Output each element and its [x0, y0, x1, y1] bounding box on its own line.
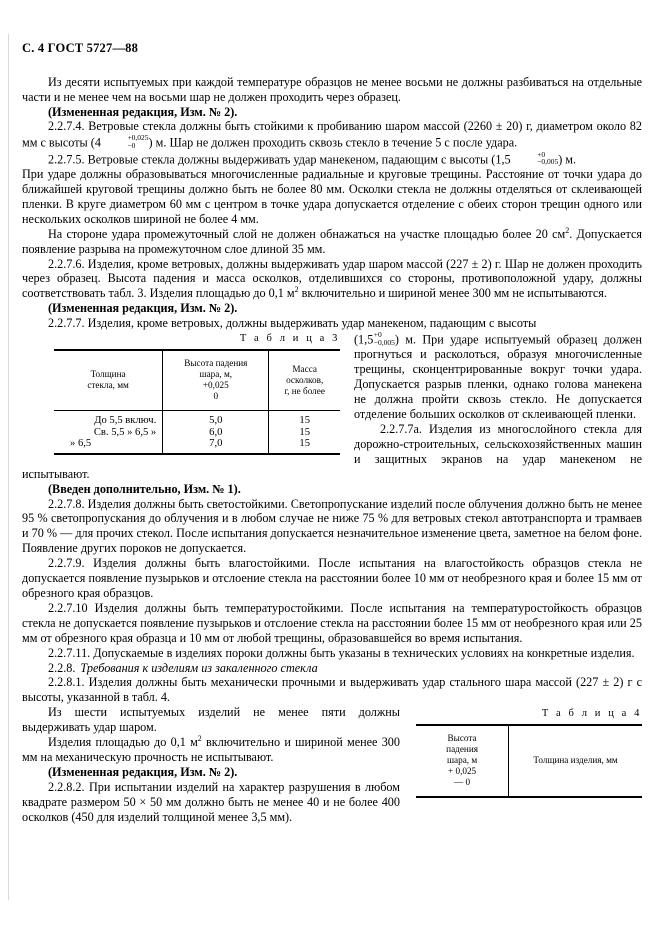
paragraph-2-2-7-4	[22, 119, 642, 150]
table3-r2-mass: 15	[269, 438, 340, 454]
table3-bottom-rule-c1	[54, 454, 163, 455]
paragraph-2-2-7-7a: 2.2.7.7а. Изделия из многослойного стекла для дорожно-строительных, сельскохозяйственных машин и защитных экранов на удар манекеном не испытывают.	[22, 422, 642, 481]
clause-2275-tol-top: +0	[537, 149, 546, 159]
interlayer-sup: 2	[565, 225, 570, 235]
table4-foot	[416, 797, 642, 798]
paragraph-2-2-7-5-continued: При ударе должны образовываться многочисленные радиальные и круговые трещины. Расстояние от точки удара до ближайшей круговой трещины должно быть не более 80 мм. Осколки стекла не должны отделяться от склеивающей пленки. В круге диаметром 60 мм с центром в точке удара допускается отделение с обеих сторон трещин одного или нескольких осколков шириной не более 4 мм.	[22, 167, 642, 226]
table4-header-row	[416, 725, 642, 797]
table3-col2-header	[163, 350, 269, 411]
table3	[54, 349, 340, 455]
table3-col2-header-line3: +0,025	[202, 380, 229, 391]
table3-col1-header	[54, 350, 163, 411]
clause-2276-sup: 2	[294, 285, 299, 295]
clause-228-number: 2.2.8.	[48, 660, 76, 675]
table3-col2-header-line2: шара, м,	[199, 369, 233, 380]
paragraph-2-2-8-1: 2.2.8.1. Изделия должны быть механически прочными и выдерживать удар стального шара массой (227 ± 2) г с высоты, указанной в табл. 4.	[22, 675, 642, 705]
paragraph-2-2-8-2: 2.2.8.2. При испытании изделий на характер разрушения в любом квадрате размером 50 × 50 мм должно быть не менее 40 и не более 400 осколков (450 для изделий толщиной менее 3,5 мм).	[22, 779, 400, 824]
clause-2274-tolerance	[101, 134, 148, 149]
table3-wrapper	[54, 333, 340, 455]
table4-wrapper	[416, 708, 642, 798]
clause-2274-text-b: ) м. Шар не должен проходить сквозь стекло в течение 5 с после удара.	[148, 135, 518, 150]
table3-col3-header-line2: осколков,	[286, 374, 324, 385]
paragraph-intro: Из десяти испытуемых при каждой температуре образцов не менее восьми не должны разбиваться на отдельные части и не менее чем на восьми шар не должен проходить через образец.	[22, 74, 642, 104]
clause-2277-tol-top: +0	[373, 330, 382, 340]
clause-2281c-sup: 2	[197, 733, 202, 743]
table4	[416, 724, 642, 798]
table3-head	[54, 350, 340, 411]
table-row	[54, 438, 340, 454]
table3-col1-header-line2: стекла, мм	[87, 380, 129, 391]
clause-2274-tol-top: +0,025	[127, 133, 149, 143]
table4-col1-header-line1: Высота	[447, 733, 477, 744]
clause-2277-text-b: ) м. При ударе испытуемый образец должен прогнуться и расколоться, образуя многочисленные трещины, сконцентрированные вокруг точки удара. Допускается разрыв пленки, однако голова манекена не должна пройти сквозь стекло. Не допускается отделение больших осколков от склеивающей пленки.	[354, 332, 642, 422]
table4-col1-header-line5: — 0	[454, 777, 471, 788]
table-row	[54, 411, 340, 427]
table3-r0-thickness: До 5,5 включ.	[94, 415, 157, 427]
table3-col2-header-line4: 0	[213, 391, 219, 402]
table-row	[54, 427, 340, 439]
clause-2275-tolerance	[511, 151, 558, 166]
clause-2275-tol-bottom: −0,005	[537, 157, 559, 167]
table3-r1-thickness: Св. 5,5 » 6,5 »	[93, 426, 157, 438]
paragraph-2-2-7-5	[22, 151, 642, 167]
table3-header-row	[54, 350, 340, 411]
table3-bottom-rule-c3	[269, 454, 340, 455]
paragraph-edition-note-2: (Измененная редакция, Изм. № 2).	[48, 301, 238, 316]
table4-bottom-rule-c1	[416, 797, 509, 798]
table3-r1-mass: 15	[269, 427, 340, 439]
clause-2276-text-a: 2.2.7.6. Изделия, кроме ветровых, должны выдерживать удар шаром массой (227 ± 2) г. Шар не должен проходить через образец. Высота падения и масса осколков, отделившихся со стороны, противоположной удару, должны соответствовать табл. 3. Изделия площадью до 0,1 м	[22, 256, 642, 301]
paragraph-2-2-8	[22, 661, 642, 676]
paragraph-edition-note-3: (Измененная редакция, Изм. № 2).	[48, 764, 238, 779]
paragraph-edition-note-1: (Измененная редакция, Изм. № 2).	[48, 104, 238, 119]
table3-col2-header-line1: Высота падения	[184, 358, 248, 369]
table4-col1-header-line4: + 0,025	[448, 766, 477, 777]
clause-2281c-text-b: включительно и шириной менее 300 мм на механическую прочность не испытывают.	[22, 735, 400, 764]
table3-r1-height: 6,0	[163, 427, 269, 439]
interlayer-text-a: На стороне удара промежуточный слой не должен обнажаться на участке площадью более 20 см	[48, 226, 566, 241]
table4-col1-header-line3: шара, м	[446, 755, 478, 766]
paragraph-interlayer	[22, 227, 642, 257]
clause-2274-tol-bottom: −0	[127, 140, 136, 150]
table3-r0-height: 5,0	[163, 411, 269, 427]
paragraph-introduced-note: (Введен дополнительно, Изм. № 1).	[48, 481, 241, 496]
table3-caption: Т а б л и ц а 3	[239, 333, 340, 345]
table3-bottom-rule-row	[54, 454, 340, 455]
table4-col2-header: Толщина изделия, мм	[509, 725, 642, 797]
paragraph-2-2-7-9: 2.2.7.9. Изделия должны быть влагостойкими. После испытания на влагостойкость образцов стекла не допускается появление пузырьков и отслоение стекла на расстоянии более 10 мм от необрезного края и более 15 мм от обрезного края образцов.	[22, 556, 642, 600]
paragraph-2-2-7-8: 2.2.7.8. Изделия должны быть светостойкими. Светопропускание изделий после облучения должно быть не менее 95 % светопропускания до облучения и в любом случае не ниже 75 % для ветровых стекол автотранспорта и трамваев и 70 % — для прочих стекол. После испытания допускается незначительное изменение цвета, заметное на белом фоне. Появление других пороков не допускается.	[22, 496, 642, 556]
table4-bottom-rule-c2	[509, 797, 642, 798]
table4-col1-header	[416, 725, 509, 797]
table3-foot	[54, 454, 340, 455]
clause-2277-tolerance	[374, 331, 395, 346]
clause-2275-text-b: ) м.	[558, 152, 577, 167]
table3-col3-header	[269, 350, 340, 411]
interlayer-text-b: . Допускается появление разрыва на промежуточном слое длиной 35 мм.	[22, 226, 642, 256]
table4-bottom-rule-row	[416, 797, 642, 798]
clause-228-title: Требования к изделиям из закаленного стекла	[80, 660, 318, 675]
page-header: С. 4 ГОСТ 5727—88	[22, 41, 139, 55]
page-edge-rule	[8, 34, 9, 900]
table3-col3-header-line3: г, не более	[284, 385, 325, 396]
table3-r2-height: 7,0	[163, 438, 269, 454]
table4-caption: Т а б л и ц а 4	[541, 708, 642, 720]
table3-flow-block	[22, 316, 642, 481]
clause-2276-text-b: включительно и шириной менее 300 мм не испытываются.	[298, 286, 607, 301]
table4-flow-block	[22, 705, 642, 824]
clause-2277-num-lead: (1,5	[354, 332, 374, 347]
table3-bottom-rule-c2	[163, 454, 269, 455]
table3-r2-thickness: » 6,5	[70, 438, 92, 450]
table3-col3-header-line1: Масса	[292, 363, 317, 374]
clause-2277-tol-bottom: −0,005	[373, 337, 395, 347]
paragraph-2-2-8-1-b: Из шести испытуемых изделий не менее пяти должны выдерживать удар шаром.	[22, 705, 400, 735]
page-content	[22, 42, 642, 824]
table3-col1-header-line1: Толщина	[90, 369, 126, 380]
clause-2275-text-a: 2.2.7.5. Ветровые стекла должны выдерживать удар манекеном, падающим с высоты (1,5	[48, 152, 511, 167]
paragraph-2-2-7-6	[22, 257, 642, 302]
table3-r0-mass: 15	[269, 411, 340, 427]
table3-body	[54, 411, 340, 454]
paragraph-2-2-7-7-lead: 2.2.7.7. Изделия, кроме ветровых, должны выдерживать удар манекеном, падающим с высоты	[48, 316, 537, 331]
paragraph-2-2-7-11: 2.2.7.11. Допускаемые в изделиях пороки должны быть указаны в технических условиях на конкретные изделия.	[48, 645, 635, 660]
table4-col1-header-line2: падения	[446, 744, 478, 755]
clause-2274-text-a: 2.2.7.4. Ветровые стекла должны быть стойкими к пробиванию шаром массой (2260 ± 20) г, диаметром около 82 мм с высоты (4	[22, 119, 642, 150]
paragraph-2-2-7-10: 2.2.7.10 Изделия должны быть температуростойкими. После испытания на температуростойкость образцов стекла не допускается появление пузырьков и отслоение стекла на расстоянии более 15 мм от необрезного края или 25 мм от обрезного края образца и 10 мм от любой трещины, образовавшейся во время испытания.	[22, 600, 642, 645]
table4-head	[416, 725, 642, 797]
clause-2281c-text-a: Изделия площадью до 0,1 м	[48, 735, 198, 750]
